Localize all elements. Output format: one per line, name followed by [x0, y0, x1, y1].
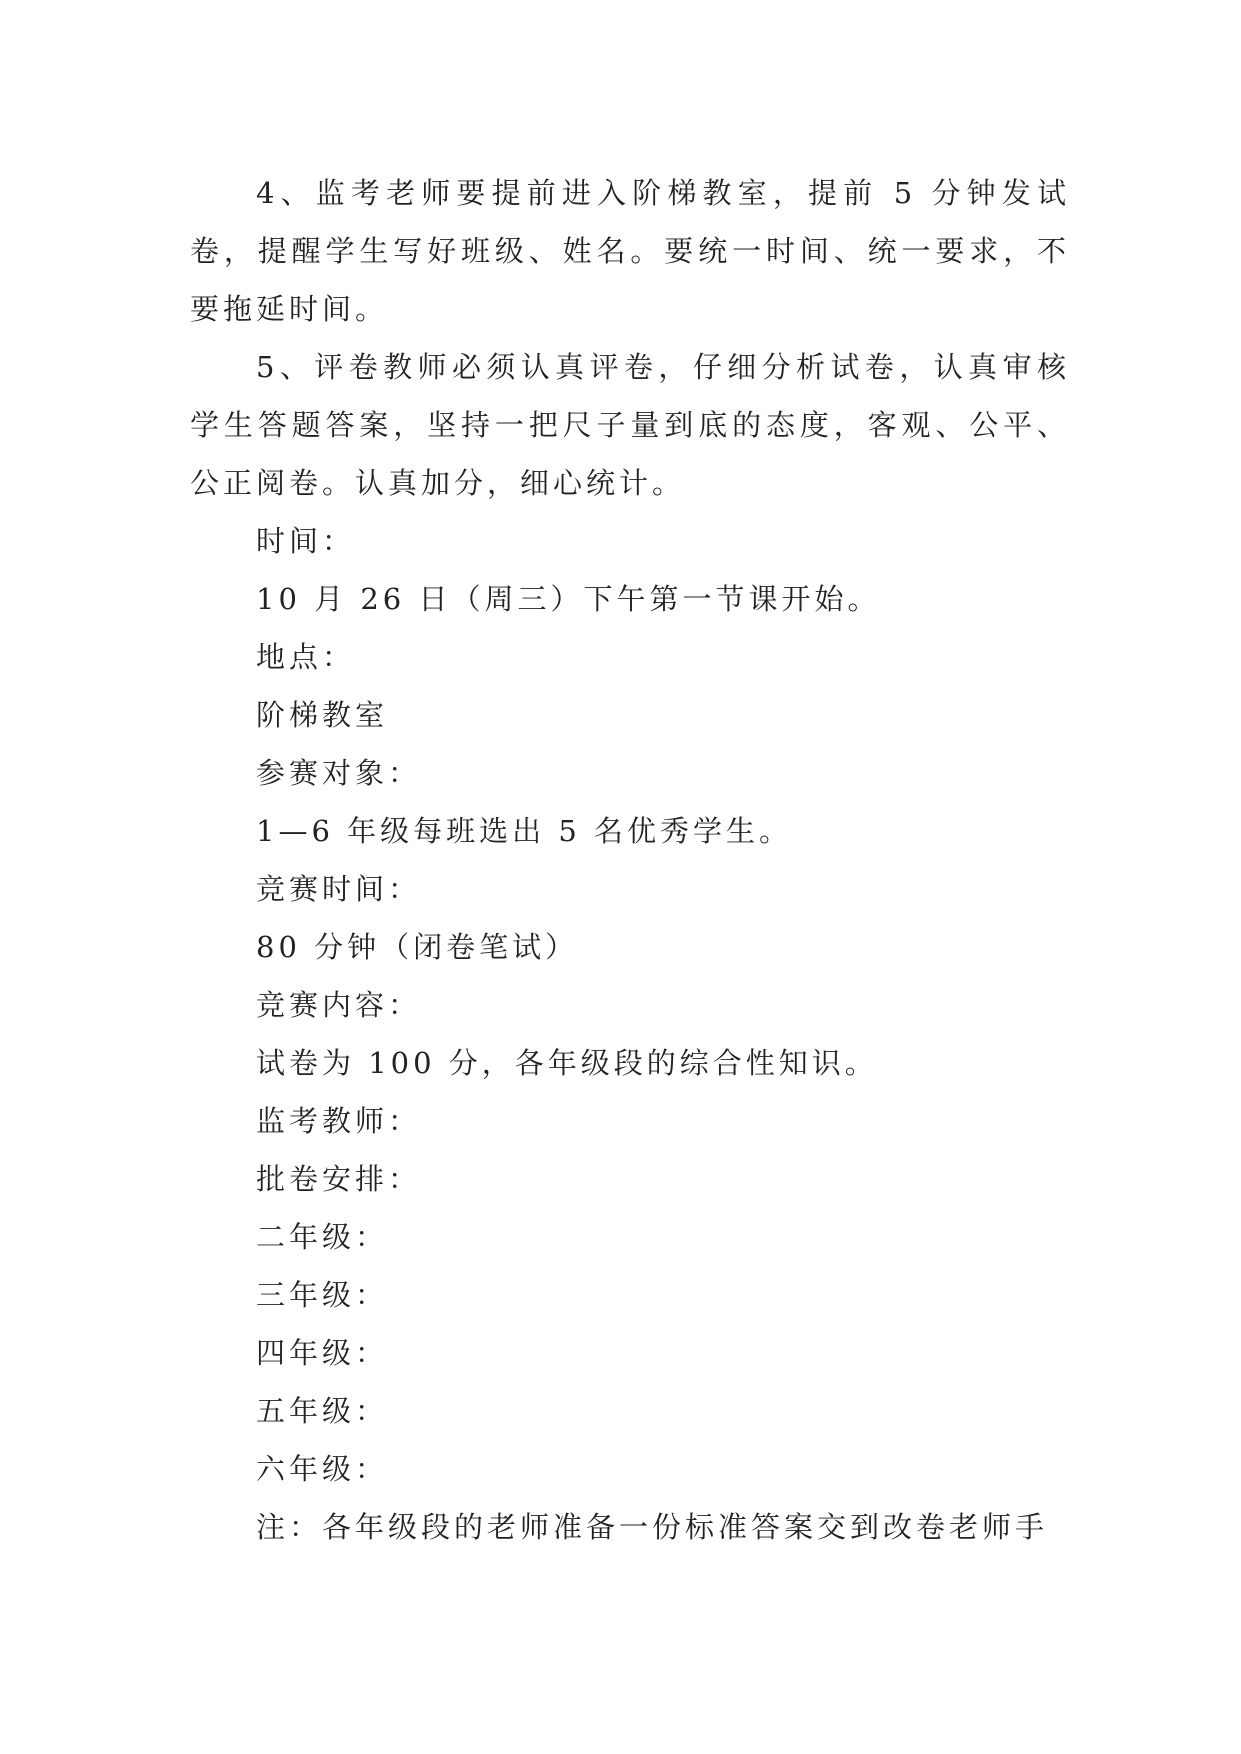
label-grade-2: 二年级：: [256, 1220, 389, 1254]
value-location: 阶梯教室: [256, 698, 389, 732]
paragraph-grading-rules: 5、评卷教师必须认真评卷，仔细分析试卷，认真审核学生答题答案，坚持一把尺子量到底的态度，客观、公平、公正阅卷。认真加分，细心统计。: [190, 350, 1070, 500]
value-competition-content: 试卷为 100 分，各年级段的综合性知识。: [256, 1046, 878, 1080]
label-grading-arrangement: 批卷安排：: [256, 1162, 422, 1196]
note-answer-key: 注：各年级段的老师准备一份标准答案交到改卷老师手: [256, 1510, 1049, 1544]
value-participants: 1—6 年级每班选出 5 名优秀学生。: [256, 814, 793, 848]
paragraph-invigilator-rules: 4、监考老师要提前进入阶梯教室，提前 5 分钟发试卷，提醒学生写好班级、姓名。要统一时间、统一要求，不要拖延时间。: [190, 176, 1070, 326]
label-time: 时间：: [256, 524, 356, 558]
label-grade-6: 六年级：: [256, 1452, 389, 1486]
label-participants: 参赛对象：: [256, 756, 422, 790]
label-grade-3: 三年级：: [256, 1278, 389, 1312]
label-invigilators: 监考教师：: [256, 1104, 422, 1138]
label-competition-content: 竞赛内容：: [256, 988, 422, 1022]
value-competition-duration: 80 分钟（闭卷笔试）: [256, 930, 579, 964]
document-body: [190, 164, 1070, 1556]
label-grade-5: 五年级：: [256, 1394, 389, 1428]
label-competition-duration: 竞赛时间：: [256, 872, 422, 906]
value-time: 10 月 26 日（周三）下午第一节课开始。: [256, 582, 881, 616]
label-grade-4: 四年级：: [256, 1336, 389, 1370]
label-location: 地点：: [256, 640, 356, 674]
